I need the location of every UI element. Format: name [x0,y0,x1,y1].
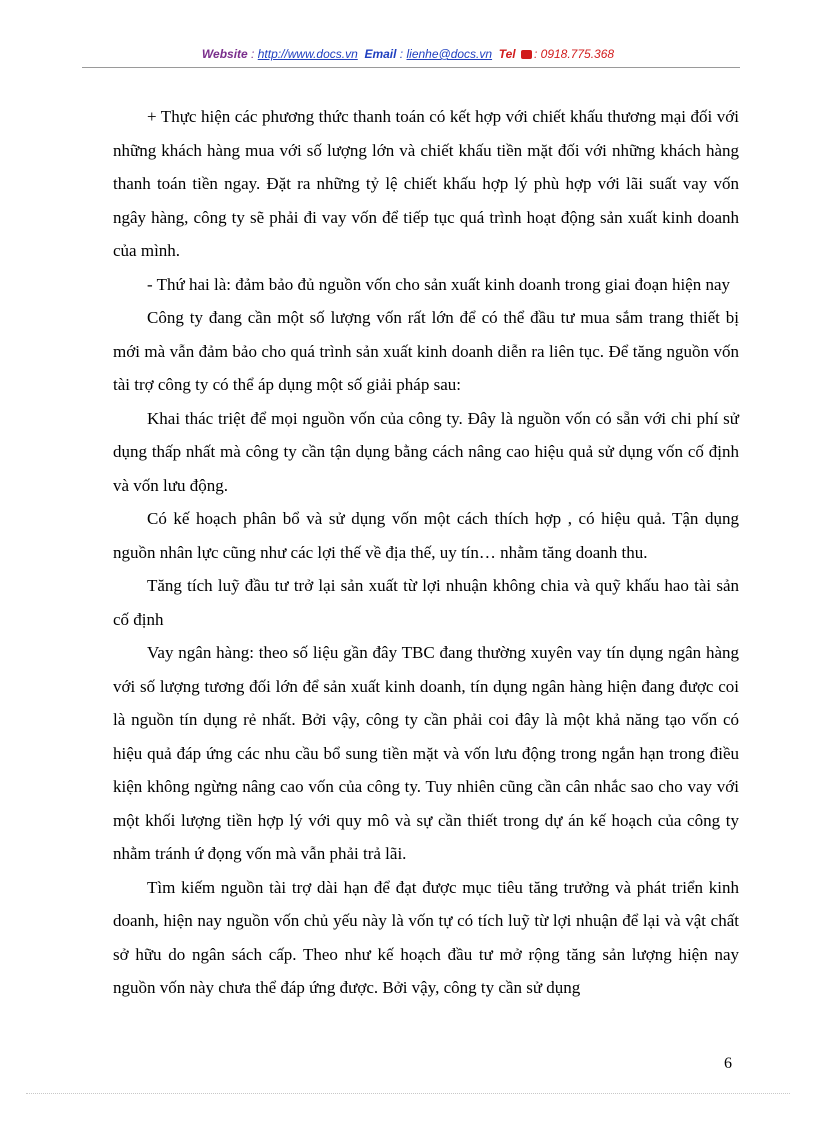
paragraph-7: Vay ngân hàng: theo số liệu gần đây TBC đang thường xuyên vay tín dụng ngân hàng với số lượng tương đối lớn để sản xuất kinh doanh, tín dụng ngân hàng hiện đang được coi là nguồn tín dụng rẻ nhất. Bởi vậy, công ty cần phải coi đây là một khả năng tạo vốn có hiệu quả đáp ứng các nhu cầu bổ sung tiền mặt và vốn lưu động trong ngắn hạn trong điều kiện không ngừng nâng cao vốn của công ty. Tuy nhiên cũng cần cân nhắc sao cho vay với một khối lượng tiền hợp lý với quy mô và sự cần thiết trong dự án kế hoạch của công ty nhằm tránh ứ đọng vốn mà vẫn phải trả lãi. [113,643,739,863]
paragraph-2: - Thứ hai là: đảm bảo đủ nguồn vốn cho sản xuất kinh doanh trong giai đoạn hiện nay [147,274,731,294]
website-link[interactable]: http://www.docs.vn [257,47,358,61]
tel-value: : 0918.775.368 [533,47,615,61]
tel-label: Tel [498,47,516,61]
website-separator: : [247,47,258,61]
header-divider [82,67,740,68]
paragraph-4: Khai thác triệt để mọi nguồn vốn của công ty. Đây là nguồn vốn có sẵn với chi phí sử dụng thấp nhất mà công ty cần tận dụng bằng cách nâng cao hiệu quả sử dụng vốn cố định và vốn lưu động. [113,408,739,495]
website-label: Website [201,47,248,61]
paragraph-8: Tìm kiếm nguồn tài trợ dài hạn để đạt được mục tiêu tăng trưởng và phát triển kinh doanh, hiện nay nguồn vốn chủ yếu này là vốn tự có tích luỹ từ lợi nhuận để lại và vật chất sở hữu do ngân sách cấp. Theo như kế hoạch đầu tư mở rộng tăng sản lượng hiện nay nguồn vốn này chưa thể đáp ứng được. Bởi vậy, công ty cần sử dụng [113,877,739,997]
phone-icon [521,50,532,59]
paragraph-1: + Thực hiện các phương thức thanh toán có kết hợp với chiết khấu thương mại đối với những khách hàng mua với số lượng lớn và chiết khấu tiền mặt đối với những khách hàng thanh toán tiền ngay. Đặt ra những tỷ lệ chiết khấu hợp lý phù hợp với lãi suất vay vốn ngây hàng, công ty sẽ phải đi vay vốn để tiếp tục quá trình hoạt động sản xuất kinh doanh của mình. [113,107,739,260]
document-body [113,100,739,1005]
email-separator: : [396,47,407,61]
email-label: Email [364,47,397,61]
paragraph-6: Tăng tích luỹ đầu tư trở lại sản xuất từ lợi nhuận không chia và quỹ khấu hao tài sản cố định [113,576,739,629]
paragraph-5: Có kế hoạch phân bổ và sử dụng vốn một cách thích hợp , có hiệu quả. Tận dụng nguồn nhân lực cũng như các lợi thế về địa thế, uy tín… nhằm tăng doanh thu. [113,509,739,562]
paragraph-3: Công ty đang cần một số lượng vốn rất lớn để có thể đầu tư mua sắm trang thiết bị mới mà vẫn đảm bảo cho quá trình sản xuất kinh doanh diễn ra liên tục. Để tăng nguồn vốn tài trợ công ty có thể áp dụng một số giải pháp sau: [113,308,739,394]
page-number: 6 [724,1055,732,1072]
page-header [0,47,816,61]
email-link[interactable]: lienhe@docs.vn [406,47,493,61]
footer-divider [26,1093,790,1094]
